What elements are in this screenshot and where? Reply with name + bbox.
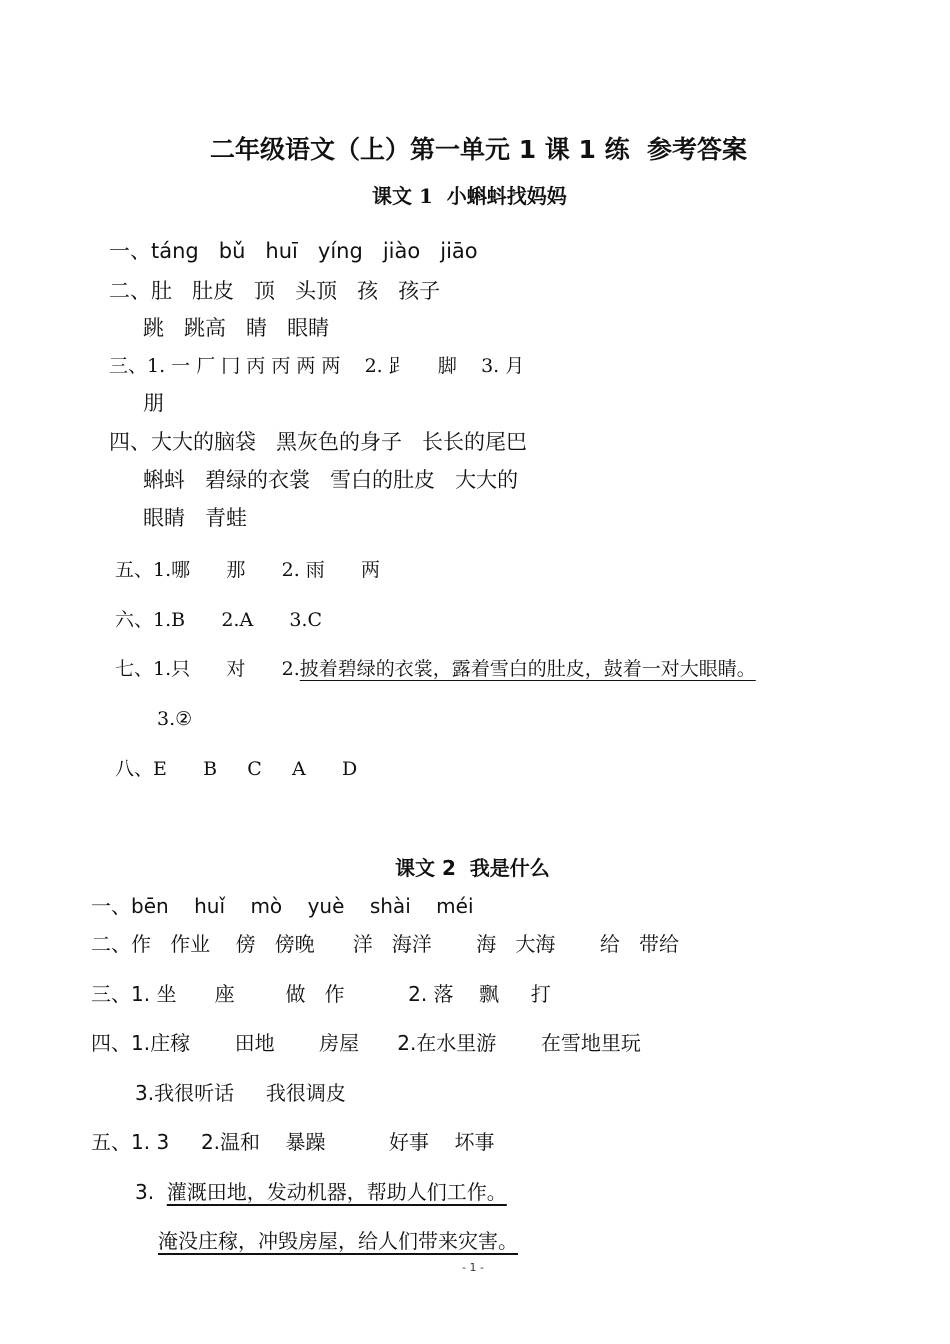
lesson-1-q5: 五、1.哪 那 2. 雨 两: [115, 559, 381, 581]
lesson-1-q2-line1: 二、肚 肚皮 顶 头顶 孩 孩子: [109, 279, 441, 303]
lesson-2-q5-line2-prefix: 3.: [135, 1180, 167, 1204]
lesson-1-q3-line2: 朋: [143, 391, 164, 415]
lesson-2-q4-line2: 3.我很听话 我很调皮: [135, 1081, 346, 1105]
lesson-2-q5-line2: [135, 1182, 507, 1202]
lesson-1-q7-prefix: 七、1.只 对 2.: [115, 658, 300, 680]
lesson-2-q1: 一、bēn huǐ mò yuè shài méi: [91, 894, 474, 918]
lesson-2-q5-line1: 五、1. 3 2.温和 暴躁 好事 坏事: [91, 1130, 495, 1154]
lesson-1-q7-answer: 披着碧绿的衣裳，露着雪白的肚皮，鼓着一对大眼睛。: [299, 658, 756, 680]
lesson-1-q6: 六、1.B 2.A 3.C: [115, 609, 323, 631]
lesson-2-q5-line2-answer: 灌溉田地，发动机器，帮助人们工作。: [166, 1180, 507, 1204]
lesson-1-q4-line3: 眼睛 青蛙: [143, 506, 248, 530]
lesson-1-q7-line2: 3.②: [157, 708, 193, 730]
page-title: 二年级语文（上）第一单元 1 课 1 练 参考答案: [210, 135, 748, 164]
lesson-2-heading: 课文 2 我是什么: [395, 856, 550, 880]
lesson-1-q8: 八、E B C A D: [115, 758, 358, 780]
lesson-1-q2-line2: 跳 跳高 睛 眼睛: [143, 316, 330, 340]
lesson-1-q4-line1: 四、大大的脑袋 黑灰色的身子 长长的尾巴: [109, 430, 528, 454]
lesson-1-heading: 课文 1 小蝌蚪找妈妈: [372, 184, 567, 208]
lesson-2-q5-line3: 淹没庄稼，冲毁房屋，给人们带来灾害。: [158, 1229, 518, 1253]
lesson-1-q7: [115, 660, 756, 679]
lesson-2-q2: 二、作 作业 傍 傍晚 洋 海洋 海 大海 给 带给: [91, 932, 679, 956]
lesson-1-q4-line2: 蝌蚪 碧绿的衣裳 雪白的肚皮 大大的: [143, 468, 519, 492]
lesson-2-q3: 三、1. 坐 座 做 作 2. 落 飘 打: [91, 982, 551, 1006]
lesson-1-q3-line1: 三、1. 一 厂 冂 丙 丙 两 两 2. 𧾷 脚 3. 月: [109, 355, 525, 377]
lesson-1-q1: 一、táng bǔ huī yíng jiào jiāo: [109, 239, 478, 263]
page-number: - 1 -: [462, 1261, 484, 1274]
lesson-2-q4-line1: 四、1.庄稼 田地 房屋 2.在水里游 在雪地里玩: [91, 1031, 641, 1055]
